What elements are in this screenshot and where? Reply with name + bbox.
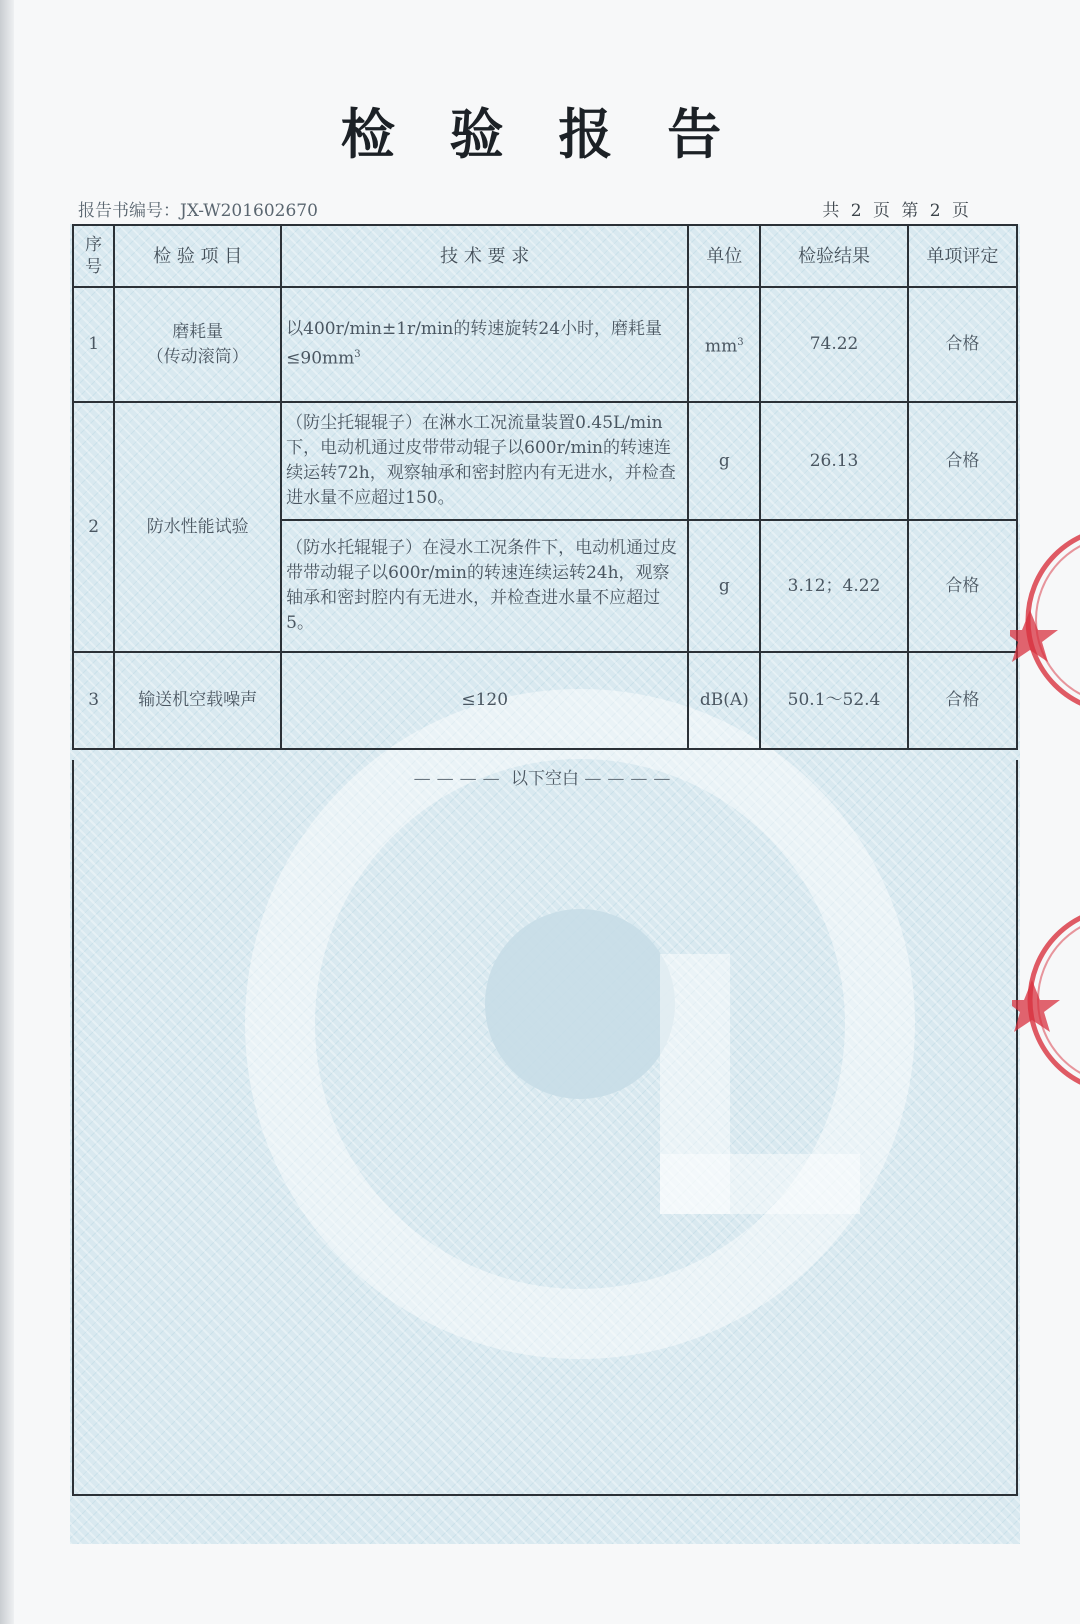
cell-result: 3.12；4.22 xyxy=(760,520,907,652)
table-row xyxy=(73,287,1017,402)
cell-requirement: （防尘托辊辊子）在淋水工况流量装置0.45L/min下，电动机通过皮带带动辊子以600r/min的转速连续运转72h，观察轴承和密封腔内有无进水，并检查进水量不应超过150。 xyxy=(281,402,688,520)
inspection-seal-stamp xyxy=(1012,900,1080,1100)
cell-verdict: 合格 xyxy=(908,287,1017,402)
report-number: 报告书编号：JX-W201602670 xyxy=(78,201,318,221)
cell-item xyxy=(114,287,281,402)
cell-result: 74.22 xyxy=(760,287,907,402)
cell-item: 输送机空载噪声 xyxy=(114,652,281,749)
official-seal-stamp xyxy=(1010,520,1080,720)
cell-unit xyxy=(688,287,760,402)
item-subname: （传动滚筒） xyxy=(146,346,249,367)
inspection-table xyxy=(72,224,1018,750)
blank-area xyxy=(72,760,1018,1496)
item-name: 磨耗量 xyxy=(172,321,224,342)
table-row xyxy=(73,652,1017,749)
cell-seq: 1 xyxy=(73,287,114,402)
blank-note-text: 以下空白 xyxy=(511,769,579,789)
cell-requirement: ≤120 xyxy=(281,652,688,749)
cell-seq: 2 xyxy=(73,402,114,652)
blank-dash-left: ———— xyxy=(413,769,506,789)
header-item: 检 验 项 目 xyxy=(114,225,281,287)
cell-verdict: 合格 xyxy=(908,520,1017,652)
cell-unit: g xyxy=(688,402,760,520)
report-title: 检 验 报 告 xyxy=(340,102,740,166)
blank-dash-right: ———— xyxy=(584,769,677,789)
cell-seq: 3 xyxy=(73,652,114,749)
cell-requirement xyxy=(281,287,688,402)
cell-item: 防水性能试验 xyxy=(114,402,281,652)
page-edge-shadow xyxy=(0,0,14,1624)
header-requirement: 技 术 要 求 xyxy=(281,225,688,287)
table-row xyxy=(73,402,1017,520)
header-result: 检验结果 xyxy=(760,225,907,287)
unit-superscript: 3 xyxy=(737,336,744,348)
cell-verdict: 合格 xyxy=(908,652,1017,749)
cell-result: 26.13 xyxy=(760,402,907,520)
cell-result: 50.1～52.4 xyxy=(760,652,907,749)
header-verdict: 单项评定 xyxy=(908,225,1017,287)
cell-requirement: （防水托辊辊子）在浸水工况条件下，电动机通过皮带带动辊子以600r/min的转速连续运转24h，观察轴承和密封腔内有无进水，并检查进水量不应超过5。 xyxy=(281,520,688,652)
requirement-superscript: 3 xyxy=(354,349,361,361)
header-seq: 序号 xyxy=(73,225,114,287)
header-unit: 单位 xyxy=(688,225,760,287)
cell-unit: g xyxy=(688,520,760,652)
requirement-text: 以400r/min±1r/min的转速旋转24小时，磨耗量≤90mm xyxy=(286,319,663,369)
page-count: 共 2 页 第 2 页 xyxy=(822,201,972,221)
blank-note xyxy=(72,764,1018,789)
cell-unit: dB(A) xyxy=(688,652,760,749)
cell-verdict: 合格 xyxy=(908,402,1017,520)
unit-text: mm xyxy=(704,336,738,357)
table-header-row xyxy=(73,225,1017,287)
